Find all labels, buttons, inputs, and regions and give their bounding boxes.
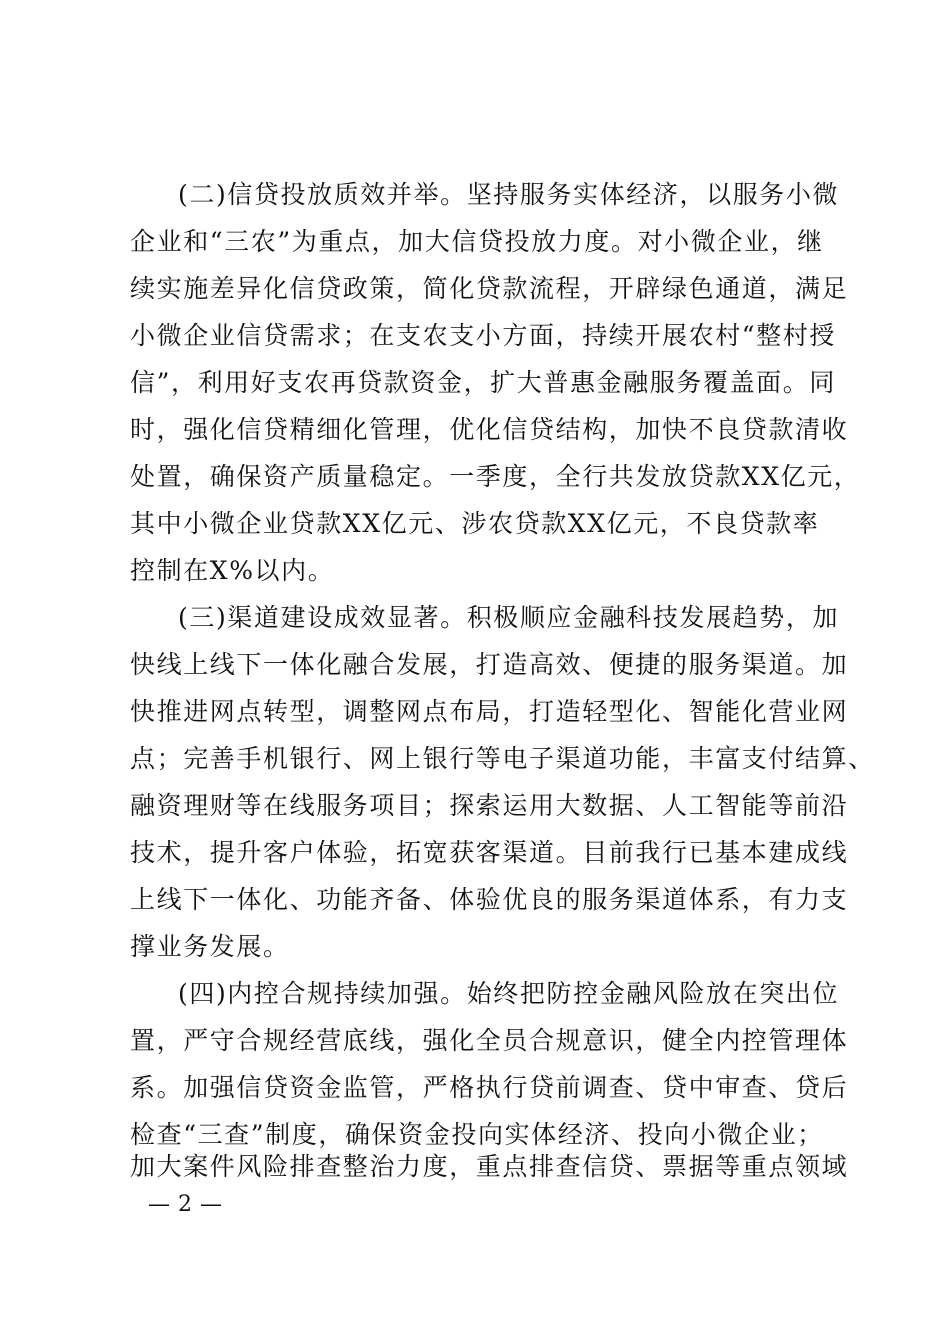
paragraph-3-line-4: 点；完善手机银行、网上银行等电子渠道功能，丰富支付结算、 (130, 744, 875, 773)
paragraph-2-line-9: 控制在X%以内。 (130, 556, 335, 585)
paragraph-3-line-8: 撑业务发展。 (130, 932, 290, 961)
paragraph-2-line-4: 小微企业信贷需求；在支农支小方面，持续开展农村“整村授 (130, 321, 836, 350)
paragraph-2-line-5: 信”，利用好支农再贷款资金，扩大普惠金融服务覆盖面。同 (130, 368, 836, 397)
paragraph-3-line-7: 上线下一体化、功能齐备、体验优良的服务渠道体系，有力支 (130, 885, 849, 914)
paragraph-4-line-4: 检查“三查”制度，确保资金投向实体经济、投向小微企业； (130, 1120, 824, 1149)
paragraph-3-line-1: (三)渠道建设成效显著。积极顺应金融科技发展趋势，加 (178, 603, 840, 632)
paragraph-2-line-7: 处置，确保资产质量稳定。一季度，全行共发放贷款XX亿元， (130, 462, 861, 491)
paragraph-2-line-8: 其中小微企业贷款XX亿元、涉农贷款XX亿元，不良贷款率 (130, 509, 820, 538)
paragraph-4-line-1: (四)内控合规持续加强。始终把防控金融风险放在突出位 (178, 979, 840, 1008)
paragraph-3-line-5: 融资理财等在线服务项目；探索运用大数据、人工智能等前沿 (130, 791, 849, 820)
paragraph-2-line-3: 续实施差异化信贷政策，简化贷款流程，开辟绿色通道，满足 (130, 274, 849, 303)
paragraph-4-line-5: 加大案件风险排查整治力度，重点排查信贷、票据等重点领域 (130, 1152, 849, 1181)
paragraph-2-line-1: (二)信贷投放质效并举。坚持服务实体经济，以服务小微 (178, 180, 840, 209)
paragraph-3-line-6: 技术，提升客户体验，拓宽获客渠道。目前我行已基本建成线 (130, 838, 849, 867)
page-number: — 2 — (148, 1192, 223, 1217)
paragraph-4-line-3: 系。加强信贷资金监管，严格执行贷前调查、贷中审查、贷后 (130, 1073, 849, 1102)
paragraph-3-line-2: 快线上线下一体化融合发展，打造高效、便捷的服务渠道。加 (130, 650, 849, 679)
paragraph-2-line-6: 时，强化信贷精细化管理，优化信贷结构，加快不良贷款清收 (130, 415, 849, 444)
paragraph-4-line-2: 置，严守合规经营底线，强化全员合规意识，健全内控管理体 (130, 1026, 849, 1055)
paragraph-2-line-2: 企业和“三农”为重点，加大信贷投放力度。对小微企业，继 (130, 227, 824, 256)
paragraph-3-line-3: 快推进网点转型，调整网点布局，打造轻型化、智能化营业网 (130, 697, 849, 726)
